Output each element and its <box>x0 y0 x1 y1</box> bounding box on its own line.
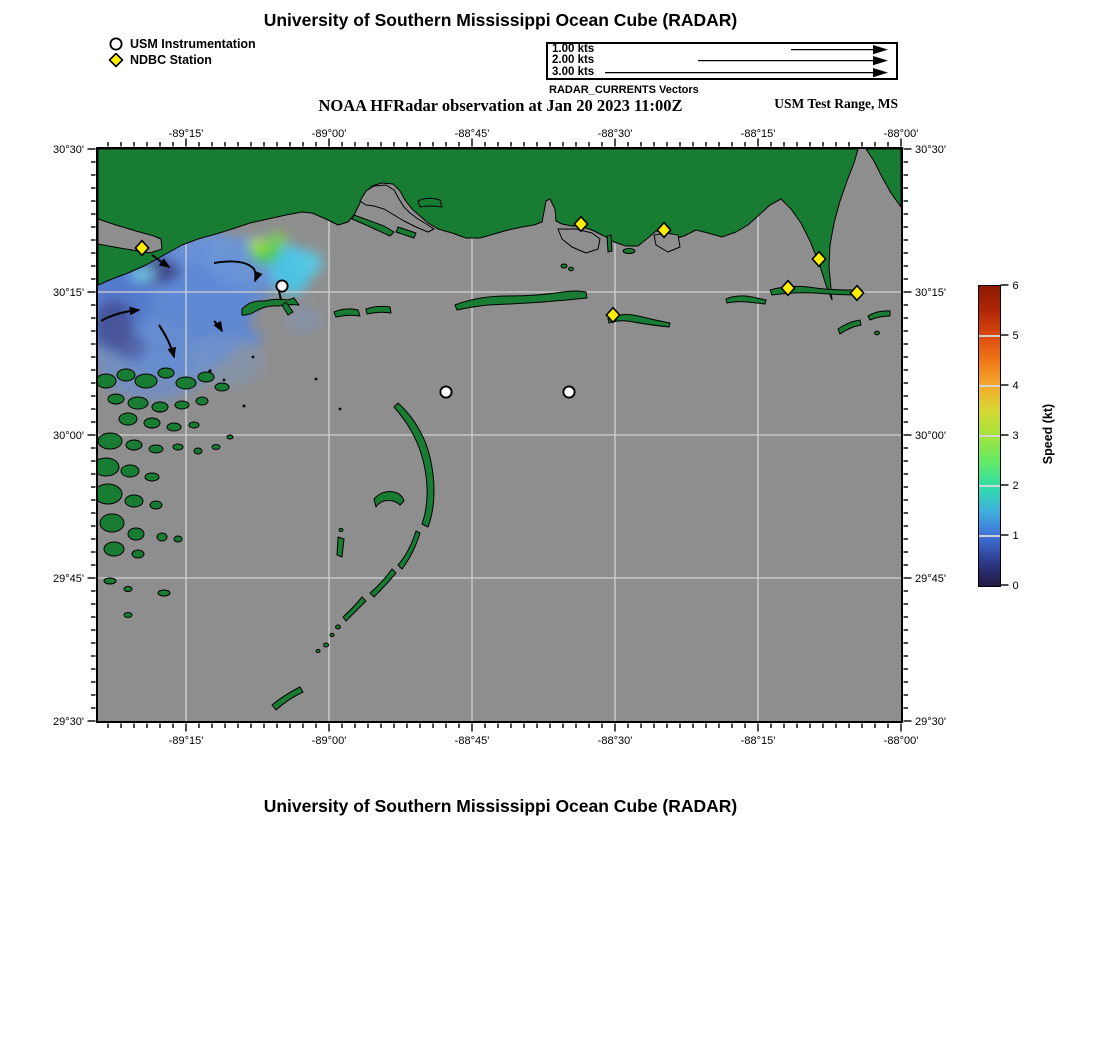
ship-island-w <box>334 308 360 316</box>
vector-scale-caption: RADAR_CURRENTS Vectors <box>549 84 699 96</box>
lon-tick-label: -88°45' <box>454 735 490 747</box>
lon-tick-label: -89°00' <box>311 735 347 747</box>
colorbar-tick-label: 0 <box>1012 580 1019 592</box>
lon-tick-label: -88°00' <box>883 128 919 140</box>
lat-tick-label: 29°30' <box>53 716 84 728</box>
vector-scale-row <box>548 55 896 66</box>
usm-instrument-icon <box>108 37 126 52</box>
chandeleur-dot <box>316 649 320 652</box>
chandeleur-arc <box>394 403 434 527</box>
chandeleur-dot <box>330 633 334 636</box>
bottom-title: University of Southern Mississippi Ocean Cube (RADAR) <box>263 796 738 816</box>
vector-scale-arrow <box>592 55 892 66</box>
islet <box>352 215 394 236</box>
chandeleur-south-piece <box>272 687 303 710</box>
legend-ndbc-label: NDBC Station <box>130 53 212 67</box>
observation-subtitle: NOAA HFRadar observation at Jan 20 2023 11:00Z <box>318 96 683 115</box>
colorbar-tick-label: 1 <box>1012 530 1019 542</box>
colorbar-separator <box>979 385 1000 386</box>
islet <box>339 528 343 531</box>
vector-scale-row <box>548 44 896 55</box>
marsh-islands <box>98 368 233 618</box>
vector-scale-label: 3.00 kts <box>552 65 595 78</box>
land-polygons <box>98 149 901 710</box>
east-shore <box>866 149 901 207</box>
lon-tick-label: -88°45' <box>454 128 490 140</box>
usm-station-marker <box>563 386 574 397</box>
speed-colorbar <box>978 285 1001 587</box>
back-bay-biloxi <box>558 229 600 253</box>
lon-tick-label: -88°00' <box>883 735 919 747</box>
chandeleur-arc <box>343 597 366 621</box>
vector-scale-arrow <box>592 67 892 78</box>
map-legend <box>108 36 328 68</box>
dauphin-island-w <box>726 295 766 303</box>
lat-tick-label: 30°30' <box>915 144 946 156</box>
map-plot <box>98 149 901 721</box>
ship-island-e <box>366 306 391 314</box>
chandeleur-arc <box>398 531 420 569</box>
islet <box>868 310 890 319</box>
deer-island <box>607 235 612 252</box>
chandeleur-dot <box>323 643 328 647</box>
vector-scale-arrow <box>592 44 892 55</box>
islet <box>396 227 416 238</box>
colorbar-tick-label: 2 <box>1012 480 1019 492</box>
lat-tick-label: 30°30' <box>53 144 84 156</box>
vector-scale-label: 2.00 kts <box>552 54 595 67</box>
lon-tick-label: -88°30' <box>597 128 633 140</box>
chandeleur-dot <box>335 625 340 629</box>
islet-hook <box>374 491 404 506</box>
lat-tick-label: 29°30' <box>915 716 946 728</box>
map-canvas <box>96 147 903 723</box>
colorbar-separator <box>979 535 1000 536</box>
colorbar-tick-label: 3 <box>1012 430 1019 442</box>
lon-tick-label: -88°15' <box>740 128 776 140</box>
colorbar-separator <box>979 435 1000 436</box>
lat-tick-label: 30°15' <box>915 287 946 299</box>
chandeleur-arc <box>370 569 396 597</box>
islet <box>418 198 442 207</box>
round-island <box>623 248 635 253</box>
legend-row-ndbc <box>108 52 328 68</box>
islet <box>838 320 861 334</box>
colorbar-axis-label: Speed (kt) <box>1041 403 1055 465</box>
ndbc-station-icon <box>108 53 126 68</box>
islet <box>874 331 879 335</box>
colorbar-tick-label: 6 <box>1012 280 1019 292</box>
islet-sliver <box>337 537 344 557</box>
colorbar-tick-label: 5 <box>1012 330 1019 342</box>
colorbar-separator <box>979 335 1000 336</box>
usm-station-marker <box>276 280 287 291</box>
pascagoula-inlet <box>654 233 680 252</box>
legend-row-usm <box>108 36 328 52</box>
colorbar-tick-label: 4 <box>1012 380 1019 392</box>
lon-tick-label: -89°15' <box>168 128 204 140</box>
colorbar-separator <box>979 485 1000 486</box>
region-label: USM Test Range, MS <box>774 96 898 111</box>
legend-usm-label: USM Instrumentation <box>130 37 256 51</box>
lat-tick-label: 30°00' <box>915 430 946 442</box>
islet <box>561 264 567 268</box>
lon-tick-label: -88°30' <box>597 735 633 747</box>
lon-tick-label: -89°15' <box>168 735 204 747</box>
lat-tick-label: 30°15' <box>53 287 84 299</box>
lat-tick-label: 29°45' <box>915 573 946 585</box>
lon-tick-label: -89°00' <box>311 128 347 140</box>
islet <box>568 267 573 271</box>
page-title: University of Southern Mississippi Ocean Cube (RADAR) <box>263 10 738 30</box>
vector-scale-box <box>546 42 898 80</box>
lat-tick-label: 30°00' <box>53 430 84 442</box>
vector-scale-label: 1.00 kts <box>552 43 595 55</box>
lon-tick-label: -88°15' <box>740 735 776 747</box>
ndbc-station-marker <box>850 285 863 300</box>
lat-tick-label: 29°45' <box>53 573 84 585</box>
horn-island <box>455 291 587 310</box>
usm-station-marker <box>440 386 451 397</box>
vector-scale-row <box>548 67 896 78</box>
